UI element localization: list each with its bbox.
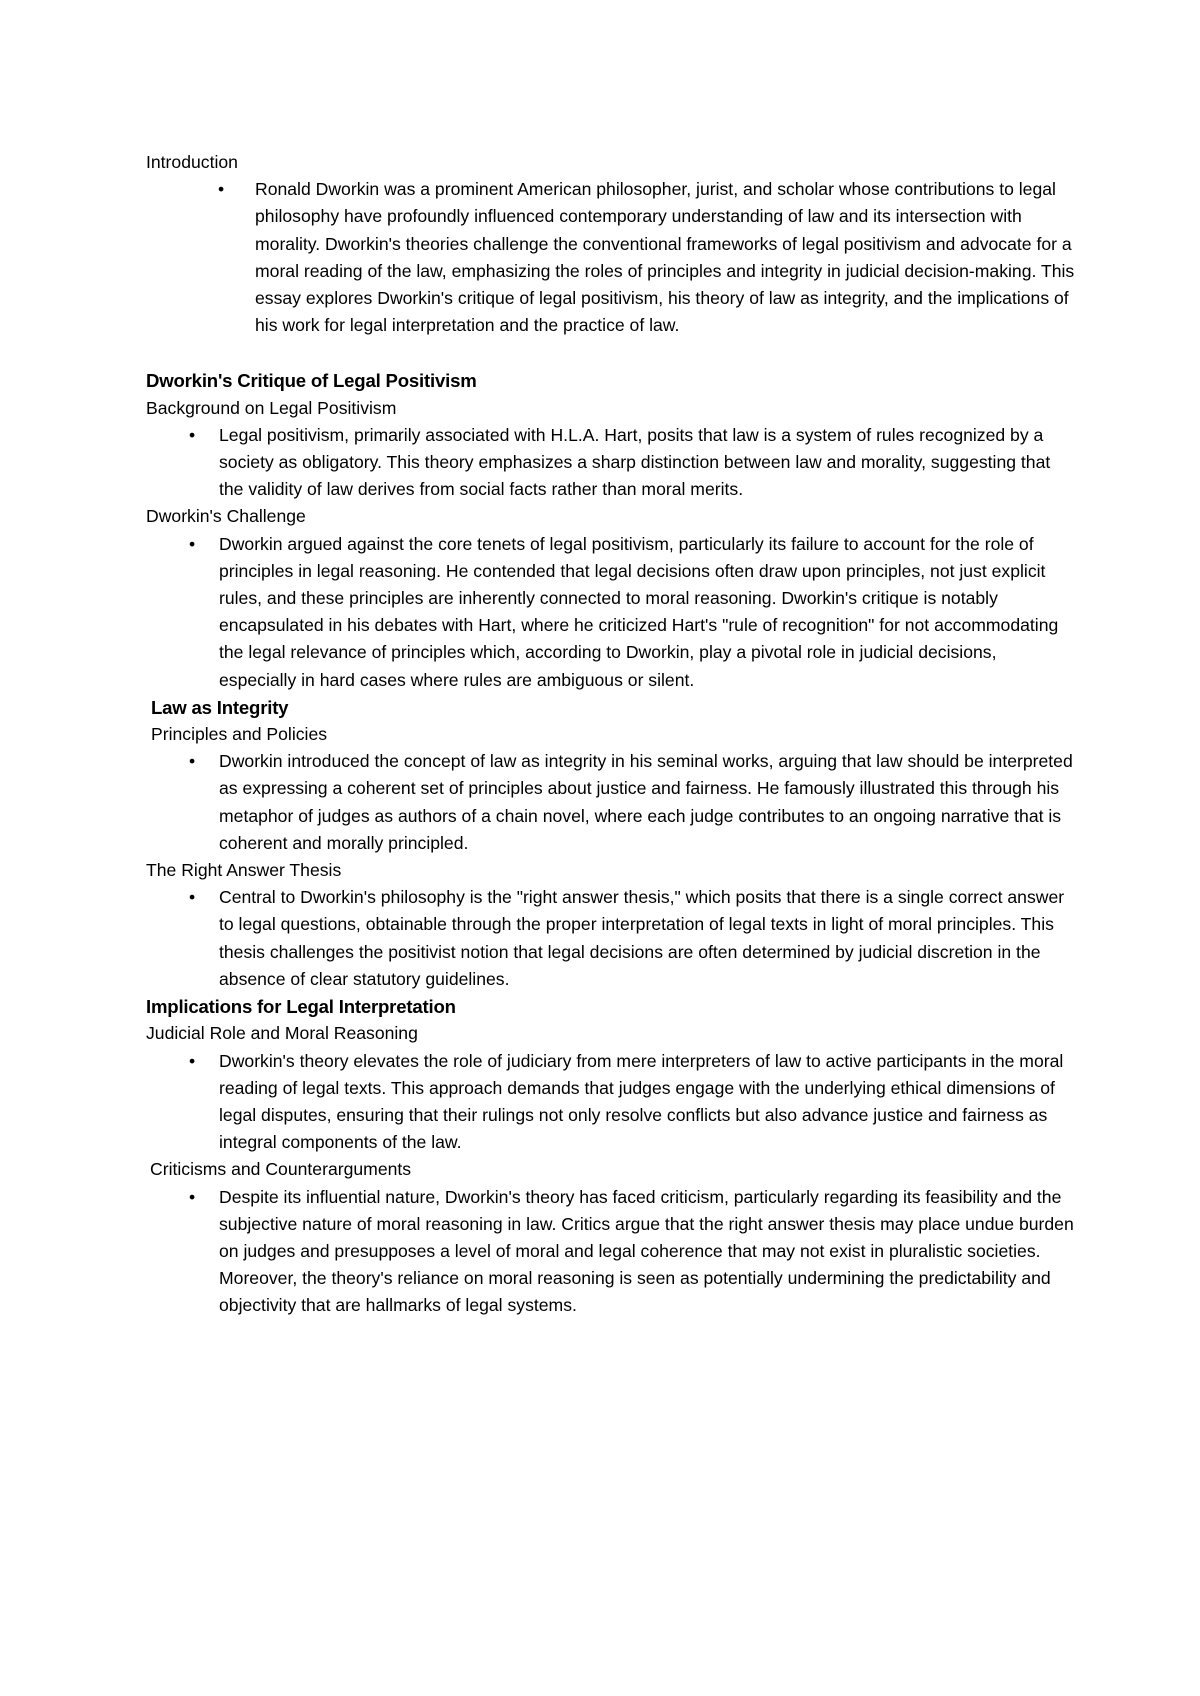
subsection-title-principles: Principles and Policies [151, 724, 328, 745]
paragraph-text: Central to Dworkin's philosophy is the "right answer thesis," which posits that there is a single correct answer to legal questions, obtainable through the proper interpretation of legal texts in light of moral principles. This thesis challenges the positivist notion that legal decisions are often determined by judicial discretion in the absence of clear statutory guidelines. [219, 887, 1065, 989]
paragraph-text: Dworkin's theory elevates the role of judiciary from mere interpreters of law to active participants in the moral reading of legal texts. This approach demands that judges engage with the underlying ethical dimensions of legal disputes, ensuring that their rulings not only resolve conflicts but also advance justice and fairness as integral components of the law. [219, 1050, 1064, 1153]
list-item [146, 176, 1076, 339]
subsection-title-right-answer: The Right Answer Thesis [146, 860, 342, 881]
intro-label: Introduction [146, 152, 238, 172]
paragraph-text: Dworkin argued against the core tenets of legal positivism, particularly its failure to account for the role of principles in legal reasoning. He contended that legal decisions often draw upon principles, not just explicit rules, and these principles are inherently connected to moral reasoning. Dworkin's critique is notably encapsulated in his debates with Hart, where he criticized Hart's "rule of recognition" for not accommodating the legal relevance of principles which, according to Dworkin, play a pivotal role in judicial decisions, especially in hard cases where rules are ambiguous or silent. [219, 533, 1059, 690]
list-item [146, 531, 1076, 694]
bullet-icon: • [189, 751, 196, 772]
bullet-icon: • [189, 533, 196, 554]
bullet-icon: • [189, 1050, 196, 1071]
bullet-icon: • [189, 1186, 196, 1207]
bullet-list [146, 1048, 1076, 1157]
list-item [146, 1184, 1076, 1320]
paragraph-text: Despite its influential nature, Dworkin's theory has faced criticism, particularly regarding its feasibility and the subjective nature of moral reasoning in law. Critics argue that the right answer thesis may place undue burden on judges and presupposes a level of moral and legal coherence that may not exist in pluralistic societies. Moreover, the theory's reliance on moral reasoning is seen as potentially undermining the predictability and objectivity that are hallmarks of legal systems. [219, 1186, 1074, 1316]
list-item [146, 1048, 1076, 1157]
bullet-icon: • [218, 179, 225, 200]
list-item [146, 422, 1076, 504]
bullet-list [146, 748, 1076, 857]
section-heading-integrity: Law as Integrity [151, 696, 289, 718]
list-item [146, 884, 1076, 993]
subsection-title-judicial-role: Judicial Role and Moral Reasoning [146, 1023, 418, 1044]
bullet-icon: • [189, 424, 196, 445]
bullet-list [146, 422, 1076, 504]
subsection-title-criticisms: Criticisms and Counterarguments [150, 1159, 412, 1180]
bullet-list [146, 884, 1076, 993]
list-item [146, 748, 1076, 857]
subsection-title-background: Background on Legal Positivism [146, 397, 397, 418]
section-heading-critique: Dworkin's Critique of Legal Positivism [146, 370, 477, 392]
bullet-list [146, 1184, 1076, 1320]
subsection-title-challenge: Dworkin's Challenge [146, 506, 306, 527]
section-heading-implications: Implications for Legal Interpretation [146, 996, 456, 1018]
intro-text: Ronald Dworkin was a prominent American philosopher, jurist, and scholar whose contributions to legal philosophy have profoundly influenced contemporary understanding of law and its intersection with morality. Dworkin's theories challenge the conventional frameworks of legal positivism and advocate for a moral reading of the law, emphasizing the roles of principles and integrity in judicial decision-making. This essay explores Dworkin's critique of legal positivism, his theory of law as integrity, and the implications of his work for legal interpretation and the practice of law. [255, 179, 1075, 336]
document-page [146, 149, 1076, 1320]
intro-list [146, 176, 1076, 339]
paragraph-text: Legal positivism, primarily associated with H.L.A. Hart, posits that law is a system of rules recognized by a society as obligatory. This theory emphasizes a sharp distinction between law and morality, suggesting that the validity of law derives from social facts rather than moral merits. [219, 424, 1051, 500]
bullet-list [146, 531, 1076, 694]
paragraph-text: Dworkin introduced the concept of law as integrity in his seminal works, arguing that law should be interpreted as expressing a coherent set of principles about justice and fairness. He famously illustrated this through his metaphor of judges as authors of a chain novel, where each judge contributes to an ongoing narrative that is coherent and morally principled. [219, 751, 1073, 853]
bullet-icon: • [189, 887, 196, 908]
